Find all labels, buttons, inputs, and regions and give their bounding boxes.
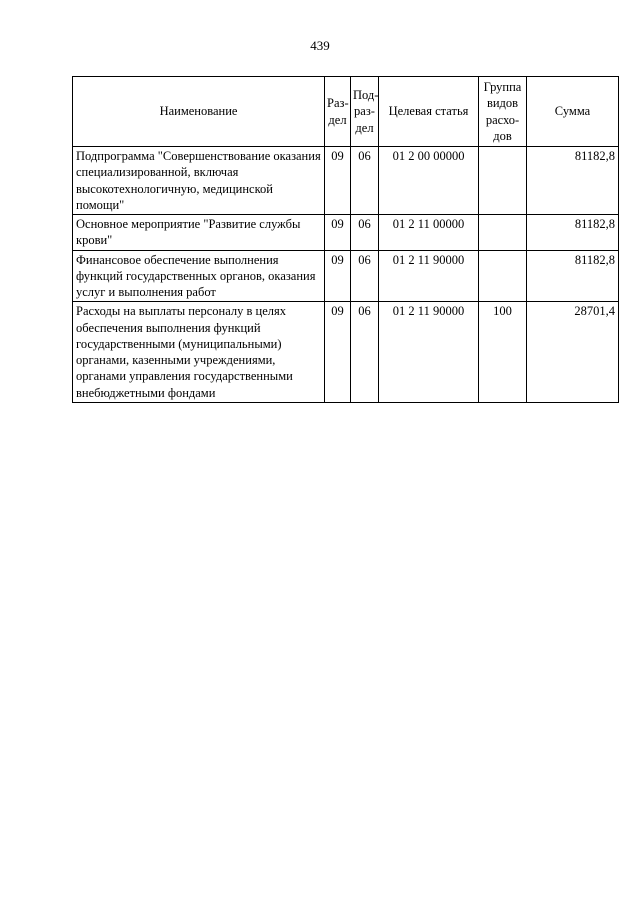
- cell-target-article: 01 2 00 00000: [379, 147, 479, 215]
- cell-amount: 81182,8: [527, 215, 619, 251]
- table-row: [73, 250, 619, 302]
- table-header: [73, 77, 619, 147]
- cell-subsection: 06: [351, 250, 379, 302]
- cell-name: Расходы на выплаты персоналу в целях обеспечения выполнения функций государственными (муниципальными) органами, казенными учреждениями, органами управления государственными внебюджетными фондами: [73, 302, 325, 403]
- cell-amount: 28701,4: [527, 302, 619, 403]
- cell-expense-group: [479, 147, 527, 215]
- table-row: [73, 147, 619, 215]
- cell-target-article: 01 2 11 00000: [379, 215, 479, 251]
- cell-expense-group: [479, 215, 527, 251]
- cell-subsection: 06: [351, 215, 379, 251]
- table-row: [73, 302, 619, 403]
- cell-name: Подпрограмма "Совершенствование оказания специализированной, включая высокотехнологичную, медицинской помощи": [73, 147, 325, 215]
- cell-amount: 81182,8: [527, 250, 619, 302]
- column-header-section: Раз-дел: [325, 77, 351, 147]
- column-header-amount: Сумма: [527, 77, 619, 147]
- cell-section: 09: [325, 215, 351, 251]
- table-body: [73, 147, 619, 403]
- column-header-subsection: Под-раз-дел: [351, 77, 379, 147]
- table-row: [73, 215, 619, 251]
- cell-section: 09: [325, 147, 351, 215]
- cell-expense-group: [479, 250, 527, 302]
- cell-subsection: 06: [351, 147, 379, 215]
- budget-table: [72, 76, 619, 403]
- cell-name: Финансовое обеспечение выполнения функций государственных органов, оказания услуг и выполнения работ: [73, 250, 325, 302]
- cell-target-article: 01 2 11 90000: [379, 302, 479, 403]
- cell-name: Основное мероприятие "Развитие службы крови": [73, 215, 325, 251]
- cell-target-article: 01 2 11 90000: [379, 250, 479, 302]
- cell-amount: 81182,8: [527, 147, 619, 215]
- page-number: 439: [310, 38, 330, 53]
- cell-section: 09: [325, 302, 351, 403]
- cell-subsection: 06: [351, 302, 379, 403]
- column-header-target-article: Целевая статья: [379, 77, 479, 147]
- column-header-name: Наименование: [73, 77, 325, 147]
- cell-expense-group: 100: [479, 302, 527, 403]
- cell-section: 09: [325, 250, 351, 302]
- column-header-expense-group: Группа видов расхо-дов: [479, 77, 527, 147]
